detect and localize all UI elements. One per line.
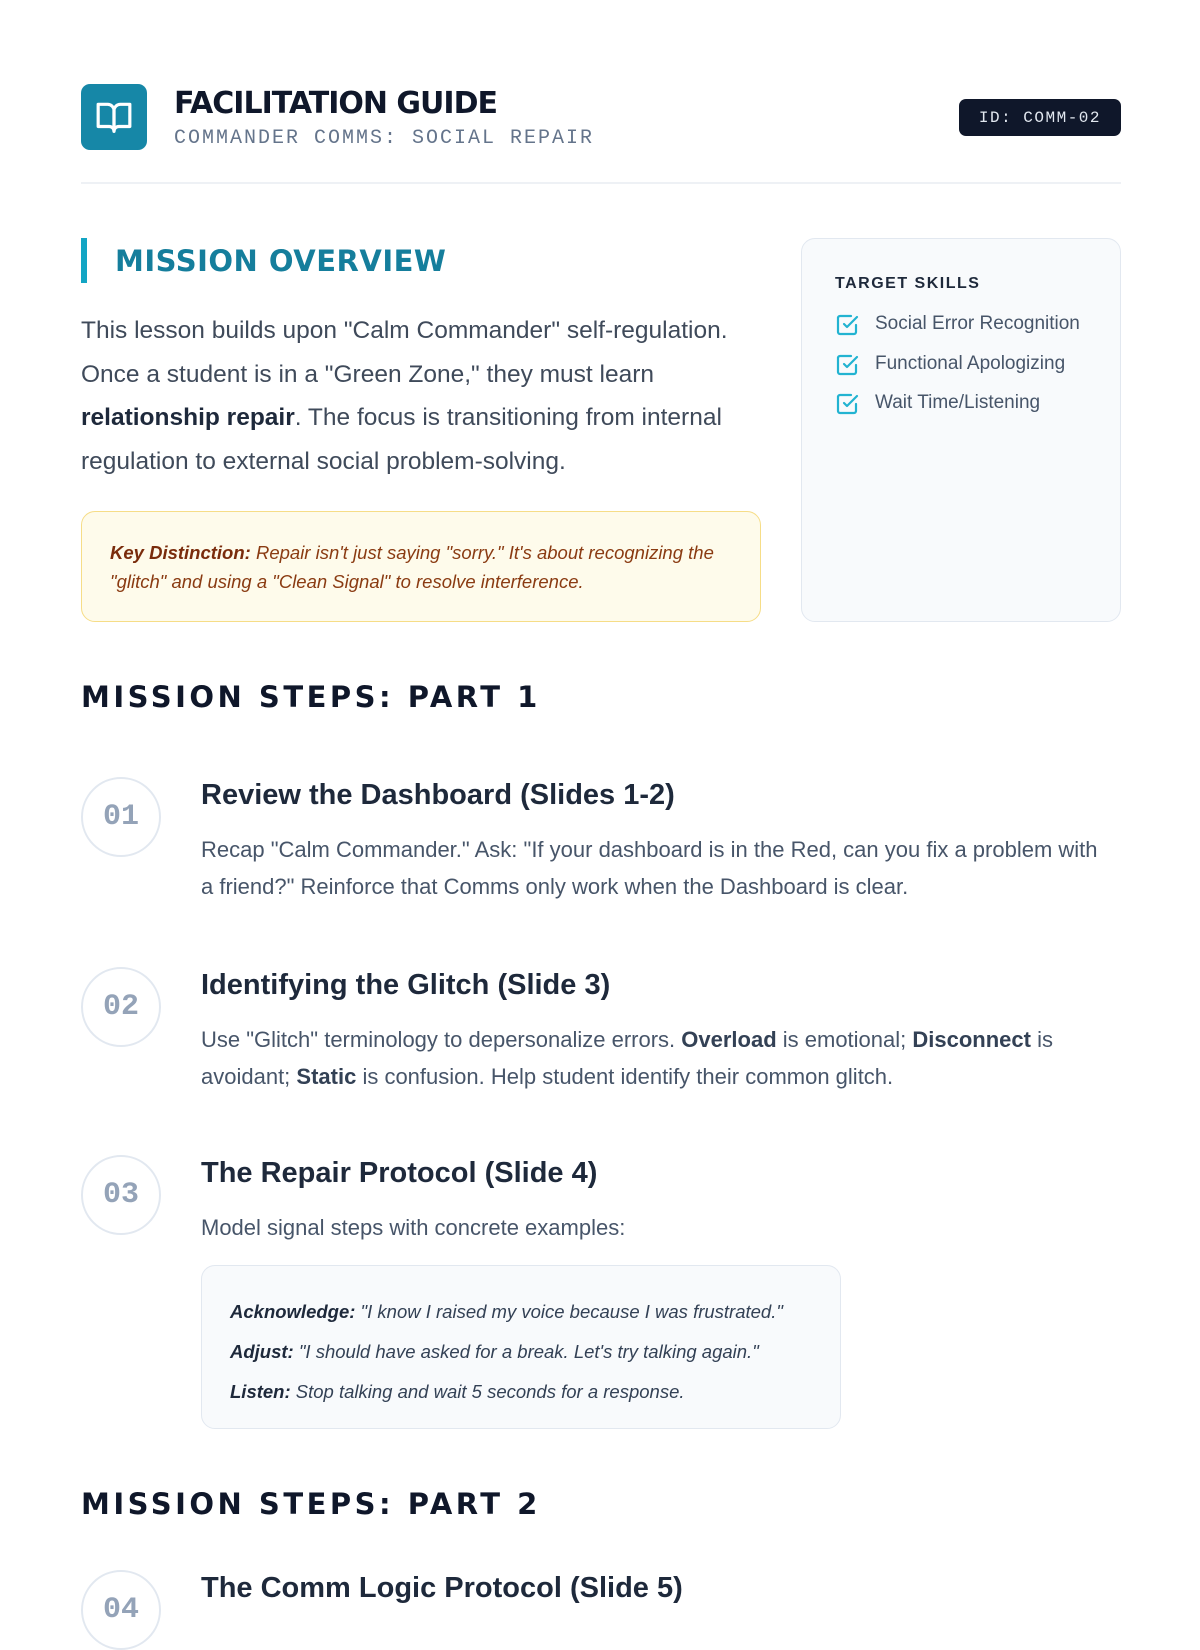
step-title: Review the Dashboard (Slides 1-2) (201, 779, 675, 811)
checkbox-checked-icon (835, 353, 859, 377)
overview-heading-text: MISSION OVERVIEW (115, 243, 447, 278)
callout-text: Repair isn't just saying "sorry." It's about recognizing the "glitch" and using a "Clean Signal" to resolve interference. (110, 542, 714, 592)
example-text: Stop talking and wait 5 seconds for a response. (290, 1381, 685, 1402)
glitch-term: Disconnect (912, 1027, 1031, 1052)
callout-label: Key Distinction: (110, 542, 251, 563)
step-number: 02 (81, 967, 161, 1047)
repair-examples-box (201, 1265, 841, 1429)
overview-paragraph (81, 309, 761, 483)
glitch-term: Static (296, 1064, 357, 1089)
step-description: Recap "Calm Commander." Ask: "If your dashboard is in the Red, can you fix a problem with a friend?" Reinforce that Comms only work when the Dashboard is clear. (201, 837, 1098, 899)
document-title: FACILITATION GUIDE (174, 86, 497, 121)
checkbox-checked-icon (835, 392, 859, 416)
checkbox-checked-icon (835, 313, 859, 337)
key-distinction-callout (81, 511, 761, 622)
part2-heading: MISSION STEPS: PART 2 (81, 1487, 541, 1521)
overview-text-part1: This lesson builds upon "Calm Commander" self-regulation. Once a student is in a "Green Zone," they must learn (81, 317, 728, 388)
skill-item (835, 351, 1095, 378)
skill-item (835, 390, 1095, 417)
step-number: 04 (81, 1570, 161, 1650)
id-badge: ID: COMM-02 (959, 99, 1121, 136)
step-title: The Repair Protocol (Slide 4) (201, 1157, 598, 1189)
overview-text-bold: relationship repair (81, 404, 295, 431)
logo (81, 84, 147, 150)
example-label: Adjust: (230, 1341, 294, 1362)
example-text: "I should have asked for a break. Let's try talking again." (293, 1341, 759, 1362)
step-title: Identifying the Glitch (Slide 3) (201, 969, 611, 1001)
step-description: Model signal steps with concrete examples: (201, 1215, 626, 1240)
document-subtitle: COMMANDER COMMS: SOCIAL REPAIR (174, 127, 595, 150)
target-skills-title: TARGET SKILLS (835, 275, 981, 292)
example-line (230, 1292, 812, 1332)
step-description (201, 1021, 1101, 1095)
skill-label: Social Error Recognition (875, 313, 1080, 334)
step-description-text: is confusion. Help student identify their common glitch. (356, 1064, 894, 1089)
document-header (81, 84, 1121, 184)
overview-text-part2: . The focus is transitioning from internal regulation to external social problem-solving. (81, 404, 722, 475)
example-line (230, 1372, 812, 1412)
facilitation-guide-page (81, 0, 1121, 1627)
example-label: Listen: (230, 1381, 291, 1402)
target-skills-card (801, 238, 1121, 622)
skill-label: Functional Apologizing (875, 352, 1066, 374)
overview-heading (81, 238, 446, 283)
example-text: "I know I raised my voice because I was frustrated." (355, 1301, 783, 1322)
step-number: 01 (81, 777, 161, 857)
glitch-term: Overload (681, 1027, 777, 1052)
step-number: 03 (81, 1155, 161, 1235)
step-title: The Comm Logic Protocol (Slide 5) (201, 1572, 683, 1604)
step-description-text: is emotional; (776, 1027, 913, 1052)
skill-item (835, 311, 1095, 338)
part1-heading: MISSION STEPS: PART 1 (81, 680, 541, 714)
step-description-text: Use "Glitch" terminology to depersonalize errors. (201, 1027, 682, 1052)
open-book-icon (95, 98, 133, 136)
example-line (230, 1332, 812, 1372)
skill-label: Wait Time/Listening (875, 392, 1041, 413)
step-description-text: is avoidant; (201, 1027, 1053, 1089)
example-label: Acknowledge: (230, 1301, 356, 1322)
